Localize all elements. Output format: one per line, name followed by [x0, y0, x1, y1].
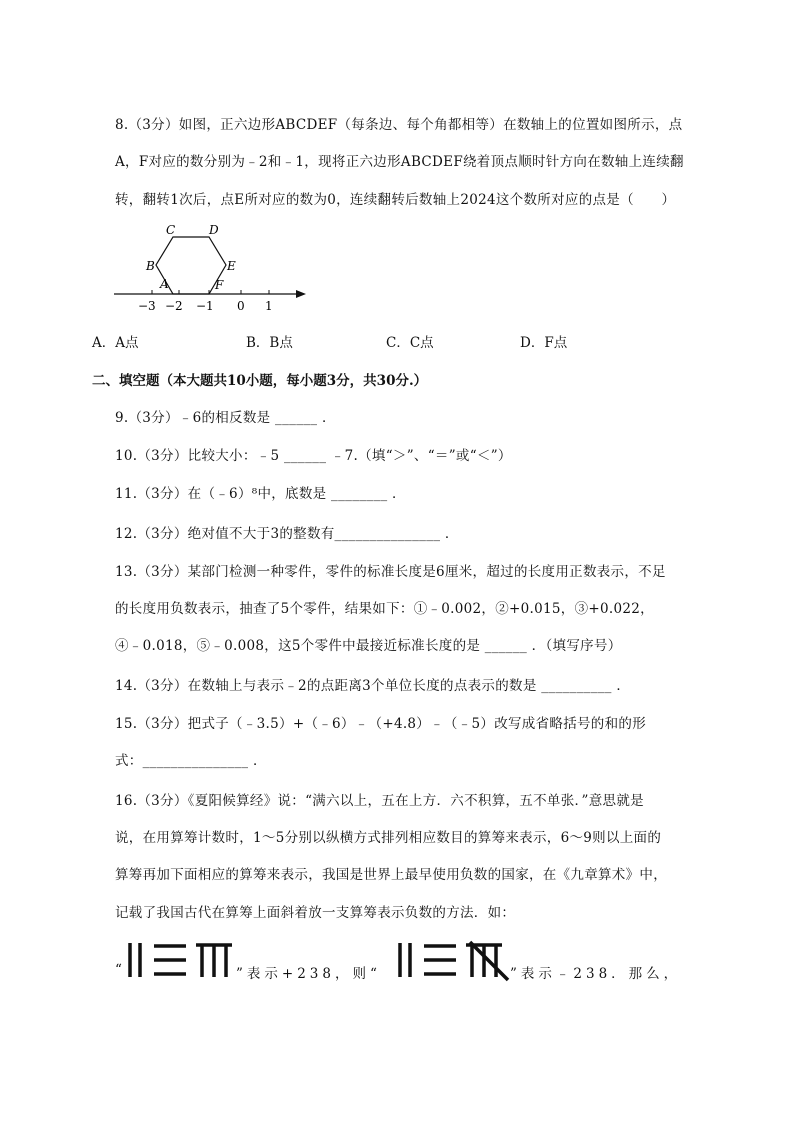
q8-line3: 转，翻转1次后，点E所对应的数为0，连续翻转后数轴上2024这个数所对应的点是（ ）: [115, 192, 676, 208]
tick-label: −2: [165, 299, 183, 313]
q14: 14.（3分）在数轴上与表示﹣2的点距离3个单位长度的点表示的数是 __________ ．: [115, 678, 631, 694]
section2-title: 二、填空题（本大题共10小题，每小题3分，共30分.）: [92, 373, 428, 389]
q8-option-c: C．C点: [386, 335, 434, 351]
q8-option-b: B．B点: [246, 335, 293, 351]
rods-quote-open-1: “: [115, 962, 126, 978]
vertex-label-a: A: [160, 277, 169, 291]
vertex-label-c: C: [166, 223, 176, 237]
q8-line1: 8.（3分）如图，正六边形ABCDEF（每条边、每个角都相等）在数轴上的位置如图所示，点: [115, 117, 683, 133]
q8-option-d: D．F点: [520, 335, 568, 351]
rods-text-2: ”表示﹣238．那么，: [510, 966, 682, 982]
q16-line1: 16.（3分）《夏阳候算经》说：“满六以上，五在上方．六不积算，五不单张．”意思就是: [115, 793, 644, 809]
counting-rods-plus-238-image: [124, 940, 234, 984]
q13-line2: 的长度用负数表示，抽查了5个零件，结果如下：①﹣0.002，②+0.015，③+0.022，: [115, 601, 654, 617]
rods-text-1: ”表示+238，则“: [236, 966, 381, 982]
vertex-label-d: D: [209, 223, 219, 237]
tick-label: −1: [196, 299, 214, 313]
q13-line1: 13.（3分）某部门检测一种零件，零件的标准长度是6厘米，超过的长度用正数表示，不足: [115, 564, 666, 580]
q15-line1: 15.（3分）把式子（﹣3.5）+（﹣6）﹣（+4.8）﹣（﹣5）改写成省略括号的和的形: [115, 716, 646, 732]
q16-line3: 算筹再加下面相应的算筹来表示，我国是世界上最早使用负数的国家，在《九章算术》中，: [115, 867, 667, 883]
tick-label: −3: [138, 299, 156, 313]
q11: 11.（3分）在（﹣6）⁸中，底数是 ________ ．: [115, 486, 406, 502]
counting-rods-minus-238-image: [394, 940, 512, 986]
q10: 10.（3分）比较大小：﹣5 ______ ﹣7.（填“＞”、“＝”或“＜”）: [115, 448, 512, 464]
q13-line3: ④﹣0.018，⑤﹣0.008，这5个零件中最接近标准长度的是 ______ ．（填写序号）: [115, 638, 622, 654]
q8-option-a: A．A点: [92, 335, 139, 351]
q16-line2: 说，在用算筹计数时，1～5分别以纵横方式排列相应数目的算筹来表示，6～9则以上面的: [115, 830, 662, 846]
tick-label: 1: [265, 299, 273, 313]
q12: 12.（3分）绝对值不大于3的整数有_______________ ．: [115, 526, 459, 542]
hexagon-number-line-figure: [112, 222, 312, 321]
q16-line4: 记载了我国古代在算筹上面斜着放一支算筹表示负数的方法．如：: [115, 905, 516, 921]
q9: 9.（3分）﹣6的相反数是 ______ ．: [115, 410, 336, 426]
q15-line2: 式：_______________ ．: [115, 753, 267, 769]
vertex-label-e: E: [227, 259, 236, 273]
vertex-label-f: F: [215, 278, 224, 292]
arrow-head: [296, 290, 306, 298]
vertex-label-b: B: [146, 259, 155, 273]
q8-line2: A，F对应的数分别为﹣2和﹣1，现将正六边形ABCDEF绕着顶点顺时针方向在数轴上连续翻: [115, 154, 684, 170]
tick-label: 0: [237, 299, 245, 313]
